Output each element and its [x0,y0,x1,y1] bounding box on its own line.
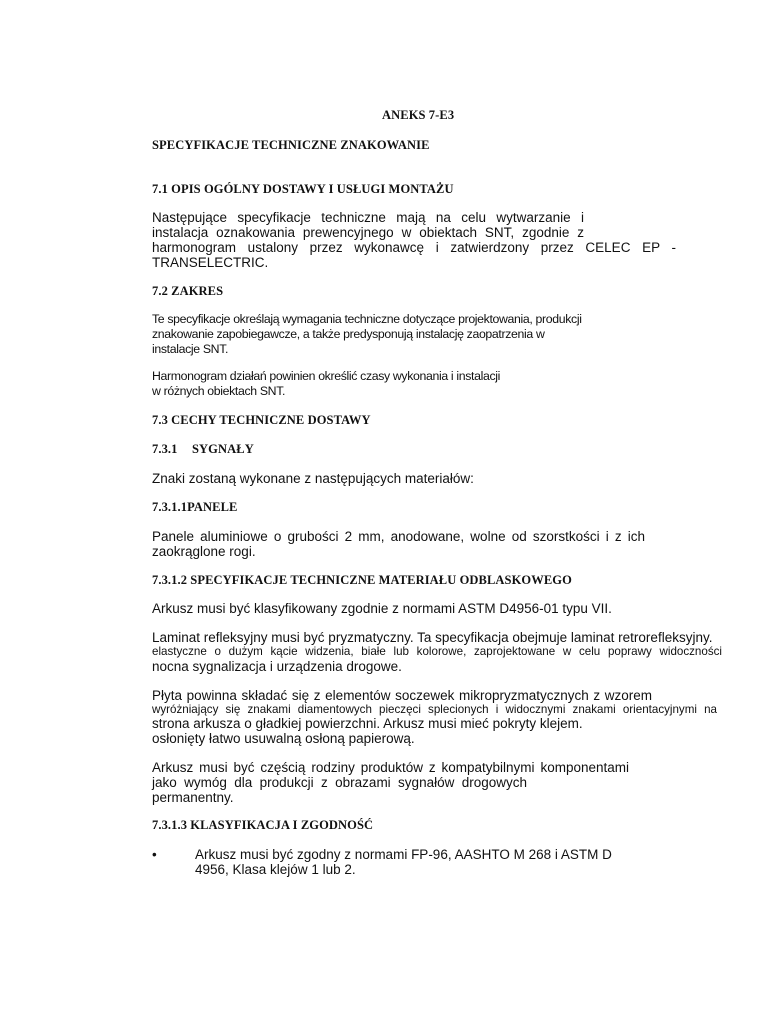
section-7-1-line: instalacja oznakowania prewencyjnego w obiektach SNT, zgodnie z [152,225,584,240]
section-7-2-heading: 7.2 ZAKRES [152,284,224,298]
section-7-1-line: Następujące specyfikacje techniczne mają na celu wytwarzanie i [152,210,584,225]
section-7-3-heading: 7.3 CECHY TECHNICZNE DOSTAWY [152,413,371,427]
plyta-line: osłonięty łatwo usuwalną osłoną papierową. [152,731,415,746]
section-7-1-heading: 7.1 OPIS OGÓLNY DOSTAWY I USŁUGI MONTAŻU [152,182,454,196]
section-7-2-line: w różnych obiektach SNT. [152,384,286,398]
section-7-3-1-3-heading: 7.3.1.3 KLASYFIKACJA I ZGODNOŚĆ [152,818,374,832]
laminat-line: elastyczne o dużym kącie widzenia, białe lub kolorowe, zaprojektowane w celu poprawy widoczności [152,645,722,658]
section-7-3-1-1-heading: 7.3.1.1PANELE [152,500,238,514]
document-subtitle: SPECYFIKACJE TECHNICZNE ZNAKOWANIE [152,138,430,152]
bullet-icon: • [152,847,157,862]
panele-line: zaokrąglone rogi. [152,544,256,559]
section-7-2-line: Te specyfikacje określają wymagania techniczne dotyczące projektowania, produkcji [152,312,582,326]
plyta-line: wyróżniający się znakami diamentowych pieczęci splecionych i widocznymi znakami orientacyjnymi na [152,703,717,716]
section-7-1-line: harmonogram ustalony przez wykonawcę i zatwierdzony przez CELEC EP - [152,240,676,255]
plyta-line: strona arkusza o gładkiej powierzchni. Arkusz musi mieć pokryty klejem. [152,716,583,731]
bullet-line: Arkusz musi być zgodny z normami FP-96, AASHTO M 268 i ASTM D [195,847,612,862]
rodzina-line: permanentny. [152,790,234,805]
section-7-1-line: TRANSELECTRIC. [152,255,269,270]
laminat-line: nocna sygnalizacja i urządzenia drogowe. [152,659,402,674]
astm-line: Arkusz musi być klasyfikowany zgodnie z normami ASTM D4956-01 typu VII. [152,601,612,616]
section-7-2-line: Harmonogram działań powinien określić czasy wykonania i instalacji [152,369,501,383]
section-7-3-1-title: SYGNAŁY [192,442,254,456]
section-7-2-line: znakowanie zapobiegawcze, a także predysponują instalację zaopatrzenia w [152,327,545,341]
materials-intro: Znaki zostaną wykonane z następujących materiałów: [152,471,474,486]
rodzina-line: jako wymóg dla produkcji z obrazami sygnałów drogowych [152,775,527,790]
section-7-3-1-number: 7.3.1 [152,442,178,456]
panele-line: Panele aluminiowe o grubości 2 mm, anodowane, wolne od szorstkości i z ich [152,529,645,544]
bullet-line: 4956, Klasa klejów 1 lub 2. [195,862,356,877]
laminat-line: Laminat refleksyjny musi być pryzmatyczny. Ta specyfikacja obejmuje laminat retrorefleksyjny. [152,630,713,645]
section-7-2-line: instalacje SNT. [152,342,229,356]
plyta-line: Płyta powinna składać się z elementów soczewek mikropryzmatycznych z wzorem [152,688,652,703]
document-title: ANEKS 7-E3 [382,108,455,122]
rodzina-line: Arkusz musi być częścią rodziny produktów z kompatybilnymi komponentami [152,760,629,775]
section-7-3-1-2-heading: 7.3.1.2 SPECYFIKACJE TECHNICZNE MATERIAŁU ODBLASKOWEGO [152,573,572,587]
